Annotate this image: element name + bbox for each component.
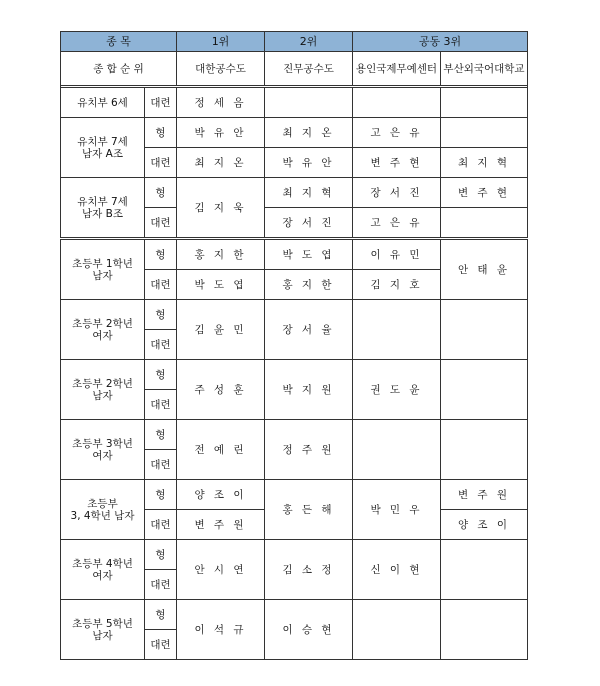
third-place-a: 고 은 유 <box>353 118 441 148</box>
header-first: 1위 <box>177 32 265 52</box>
third-place-b <box>441 208 528 239</box>
first-place: 변 주 원 <box>177 510 265 540</box>
event-kind: 형 <box>145 300 177 330</box>
second-place: 이 승 현 <box>265 600 353 660</box>
third-place-b: 최 지 혁 <box>441 148 528 178</box>
overall-second: 진무공수도 <box>265 52 353 86</box>
third-place-b <box>441 300 528 360</box>
event-name: 초등부 4학년 여자 <box>61 540 145 600</box>
third-place-b <box>441 420 528 480</box>
third-place-a: 권 도 윤 <box>353 360 441 420</box>
result-row-e5m-kata <box>61 600 528 630</box>
first-place: 정 세 음 <box>177 88 265 118</box>
second-place: 최 지 혁 <box>265 178 353 208</box>
first-place: 김 윤 민 <box>177 300 265 360</box>
results-table <box>60 31 528 660</box>
result-row-e2f-kata <box>61 300 528 330</box>
event-kind: 형 <box>145 420 177 450</box>
event-kind: 형 <box>145 600 177 630</box>
third-place-b <box>441 88 528 118</box>
third-place-b: 안 태 윤 <box>441 239 528 300</box>
event-kind: 대련 <box>145 570 177 600</box>
third-place-a <box>353 600 441 660</box>
header-third: 공동 3위 <box>353 32 528 52</box>
second-place: 김 소 정 <box>265 540 353 600</box>
third-place-a <box>353 300 441 360</box>
first-place: 전 예 린 <box>177 420 265 480</box>
third-place-b: 변 주 원 <box>441 480 528 510</box>
event-name: 유치부 7세 남자 A조 <box>61 118 145 178</box>
third-place-b <box>441 540 528 600</box>
event-kind: 형 <box>145 480 177 510</box>
first-place: 박 도 엽 <box>177 270 265 300</box>
event-kind: 형 <box>145 178 177 208</box>
second-place: 홍 지 한 <box>265 270 353 300</box>
result-row-e2m-kata <box>61 360 528 390</box>
event-kind: 형 <box>145 239 177 270</box>
third-place-a: 이 유 민 <box>353 239 441 270</box>
second-place: 홍 든 해 <box>265 480 353 540</box>
header-row <box>61 32 528 52</box>
third-place-a: 고 은 유 <box>353 208 441 239</box>
first-place: 양 조 이 <box>177 480 265 510</box>
overall-third-a: 용인국제무예센터 <box>353 52 441 86</box>
event-name: 초등부 1학년 남자 <box>61 239 145 300</box>
event-kind: 대련 <box>145 510 177 540</box>
third-place-b: 양 조 이 <box>441 510 528 540</box>
third-place-b <box>441 600 528 660</box>
event-kind: 대련 <box>145 450 177 480</box>
event-kind: 대련 <box>145 270 177 300</box>
second-place: 박 유 안 <box>265 148 353 178</box>
second-place: 장 서 진 <box>265 208 353 239</box>
third-place-a <box>353 420 441 480</box>
result-row-e1m-kata <box>61 239 528 270</box>
event-name: 초등부 2학년 여자 <box>61 300 145 360</box>
result-row-k7a-kata <box>61 118 528 148</box>
third-place-b <box>441 360 528 420</box>
event-kind: 대련 <box>145 330 177 360</box>
result-row-e3f-kata <box>61 420 528 450</box>
first-place: 안 시 연 <box>177 540 265 600</box>
event-kind: 대련 <box>145 390 177 420</box>
first-place: 김 지 욱 <box>177 178 265 239</box>
overall-row <box>61 52 528 86</box>
event-name: 초등부 2학년 남자 <box>61 360 145 420</box>
second-place: 장 서 율 <box>265 300 353 360</box>
event-kind: 대련 <box>145 630 177 660</box>
result-row-k6 <box>61 88 528 118</box>
event-kind: 형 <box>145 540 177 570</box>
header-event: 종 목 <box>61 32 177 52</box>
first-place: 홍 지 한 <box>177 239 265 270</box>
event-name: 유치부 6세 <box>61 88 145 118</box>
result-row-e34m-kata <box>61 480 528 510</box>
third-place-a: 장 서 진 <box>353 178 441 208</box>
first-place: 이 석 규 <box>177 600 265 660</box>
event-kind: 형 <box>145 360 177 390</box>
second-place: 박 지 원 <box>265 360 353 420</box>
third-place-b: 변 주 현 <box>441 178 528 208</box>
overall-third-b: 부산외국어대학교 <box>441 52 528 86</box>
second-place: 정 주 원 <box>265 420 353 480</box>
first-place: 주 성 훈 <box>177 360 265 420</box>
event-kind: 대련 <box>145 208 177 239</box>
second-place: 박 도 엽 <box>265 239 353 270</box>
third-place-a: 변 주 현 <box>353 148 441 178</box>
third-place-a: 김 지 호 <box>353 270 441 300</box>
overall-first: 대한공수도 <box>177 52 265 86</box>
overall-label: 종 합 순 위 <box>61 52 177 86</box>
event-kind: 형 <box>145 118 177 148</box>
third-place-a <box>353 88 441 118</box>
result-row-e4f-kata <box>61 540 528 570</box>
first-place: 박 유 안 <box>177 118 265 148</box>
event-kind: 대련 <box>145 148 177 178</box>
event-name: 초등부 5학년 남자 <box>61 600 145 660</box>
result-row-k7b-kata <box>61 178 528 208</box>
first-place: 최 지 온 <box>177 148 265 178</box>
event-name: 초등부 3, 4학년 남자 <box>61 480 145 540</box>
event-kind: 대련 <box>145 88 177 118</box>
event-name: 초등부 3학년 여자 <box>61 420 145 480</box>
event-name: 유치부 7세 남자 B조 <box>61 178 145 239</box>
second-place: 최 지 온 <box>265 118 353 148</box>
second-place <box>265 88 353 118</box>
header-second: 2위 <box>265 32 353 52</box>
third-place-a: 박 민 우 <box>353 480 441 540</box>
third-place-b <box>441 118 528 148</box>
third-place-a: 신 이 현 <box>353 540 441 600</box>
